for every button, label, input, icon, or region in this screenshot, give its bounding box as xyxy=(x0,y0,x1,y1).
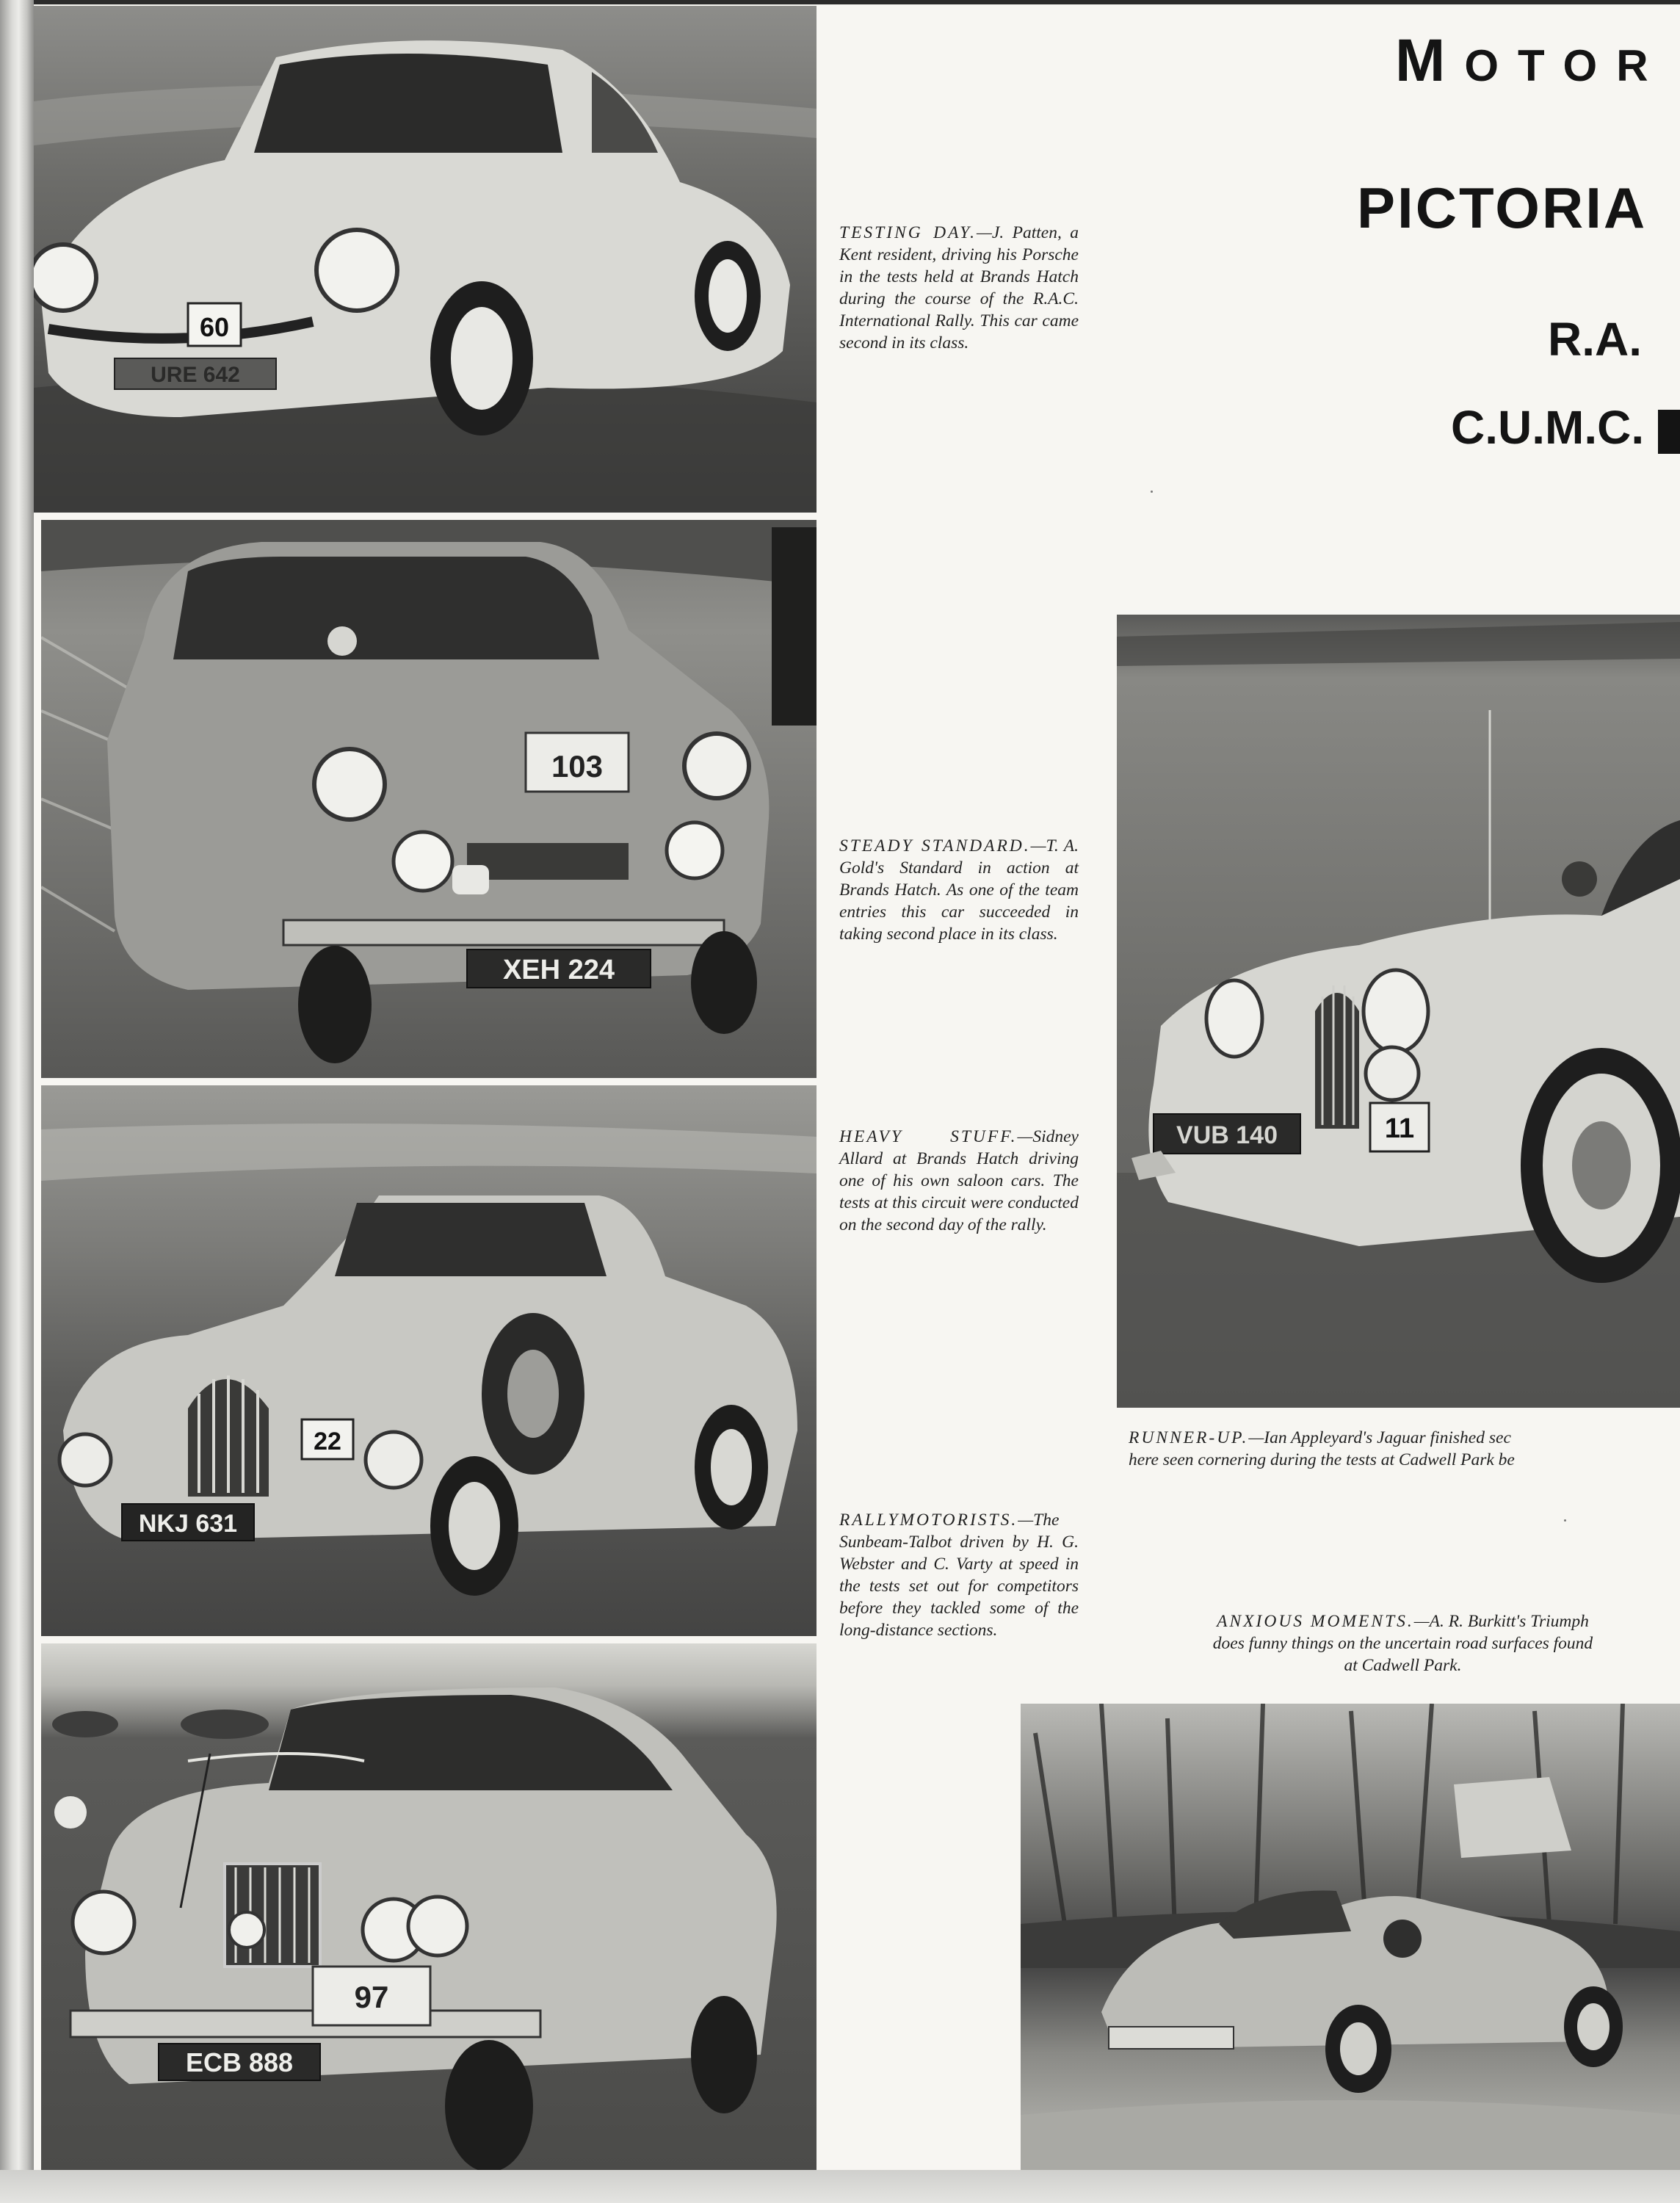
subtitle-cumc: C.U.M.C. xyxy=(1451,401,1645,454)
caption-anxious-moments-body: —A. R. Burkitt's Triumph xyxy=(1413,1612,1589,1631)
photo-jaguar xyxy=(1117,615,1680,1408)
caption-runner-up-body: —Ian Appleyard's Jaguar finished sec xyxy=(1248,1428,1511,1447)
sunbeam-illustration xyxy=(41,1643,817,2170)
top-rule xyxy=(34,0,1680,4)
sunbeam-rally-number: 97 xyxy=(354,1980,389,2014)
caption-runner-up-head: RUNNER-UP. xyxy=(1129,1428,1249,1447)
caption-testing-day-head: TESTING DAY. xyxy=(839,223,977,242)
standard-rally-number: 103 xyxy=(551,749,604,784)
caption-steady-standard xyxy=(839,835,1079,945)
subtitle-rac: R.A. xyxy=(1548,313,1642,366)
jaguar-illustration xyxy=(1117,615,1680,1408)
caption-heavy-stuff xyxy=(839,1126,1079,1236)
page-spine xyxy=(0,0,34,2170)
photo-triumph xyxy=(1021,1704,1680,2170)
photo-standard xyxy=(41,520,817,1078)
caption-heavy-stuff-head: HEAVY STUFF. xyxy=(839,1127,1018,1146)
standard-illustration xyxy=(41,520,817,1078)
caption-rallymotorists-head: RALLYMOTORISTS. xyxy=(839,1511,1018,1530)
caption-rallymotorists xyxy=(839,1509,1079,1641)
photo-sunbeam xyxy=(41,1643,817,2170)
porsche-illustration xyxy=(34,6,817,513)
title-initial: M xyxy=(1395,27,1465,94)
allard-rally-number: 22 xyxy=(314,1428,341,1455)
page-bottom-edge xyxy=(0,2170,1680,2203)
triumph-illustration xyxy=(1021,1704,1680,2170)
photo-allard xyxy=(41,1085,817,1636)
porsche-rally-number: 60 xyxy=(199,312,230,342)
caption-runner-up-line2: here seen cornering during the tests at Cadwell Park be xyxy=(1129,1450,1515,1469)
porsche-plate: URE 642 xyxy=(151,363,240,387)
photo-porsche xyxy=(34,6,817,513)
section-title: PICTORIA xyxy=(1357,176,1648,240)
print-speck xyxy=(1564,1519,1566,1522)
allard-plate: NKJ 631 xyxy=(138,1510,238,1538)
allard-illustration xyxy=(41,1085,817,1636)
caption-testing-day-body: —J. Patten, a Kent resident, driving his Porsche in the tests held at Brands Hatch during the course of the R.A.C. International Rally. This car came second in its class. xyxy=(839,223,1079,352)
sunbeam-plate: ECB 888 xyxy=(185,2047,294,2077)
jaguar-rally-number: 11 xyxy=(1384,1113,1415,1144)
caption-anxious-moments-line3: at Cadwell Park. xyxy=(1344,1656,1462,1675)
caption-testing-day xyxy=(839,222,1079,354)
caption-anxious-moments xyxy=(1126,1610,1680,1676)
caption-heavy-stuff-body: —Sidney Allard at Brands Hatch driving one of his own saloon cars. The tests at this circuit were conducted on the second day of the rally. xyxy=(839,1127,1079,1234)
standard-plate: XEH 224 xyxy=(502,955,615,985)
print-speck xyxy=(1151,491,1153,493)
caption-anxious-moments-head: ANXIOUS MOMENTS. xyxy=(1217,1612,1414,1631)
caption-rallymotorists-body: —The Sunbeam-Talbot driven by H. G. Webster and C. Varty at speed in the tests set out for competitors before they tackled some of the long-distance sections. xyxy=(839,1511,1079,1640)
subtitle-bar xyxy=(1658,410,1680,454)
title-rest: OTOR xyxy=(1464,41,1668,90)
caption-anxious-moments-line2: does funny things on the uncertain road surfaces found xyxy=(1212,1634,1593,1653)
magazine-title xyxy=(1395,26,1680,95)
jaguar-plate: VUB 140 xyxy=(1176,1121,1278,1149)
caption-steady-standard-body: —T. A. Gold's Standard in action at Brands Hatch. As one of the team entries this car succeeded in taking second place in its class. xyxy=(839,836,1079,944)
caption-runner-up xyxy=(1129,1427,1680,1471)
caption-steady-standard-head: STEADY STANDARD. xyxy=(839,836,1031,855)
